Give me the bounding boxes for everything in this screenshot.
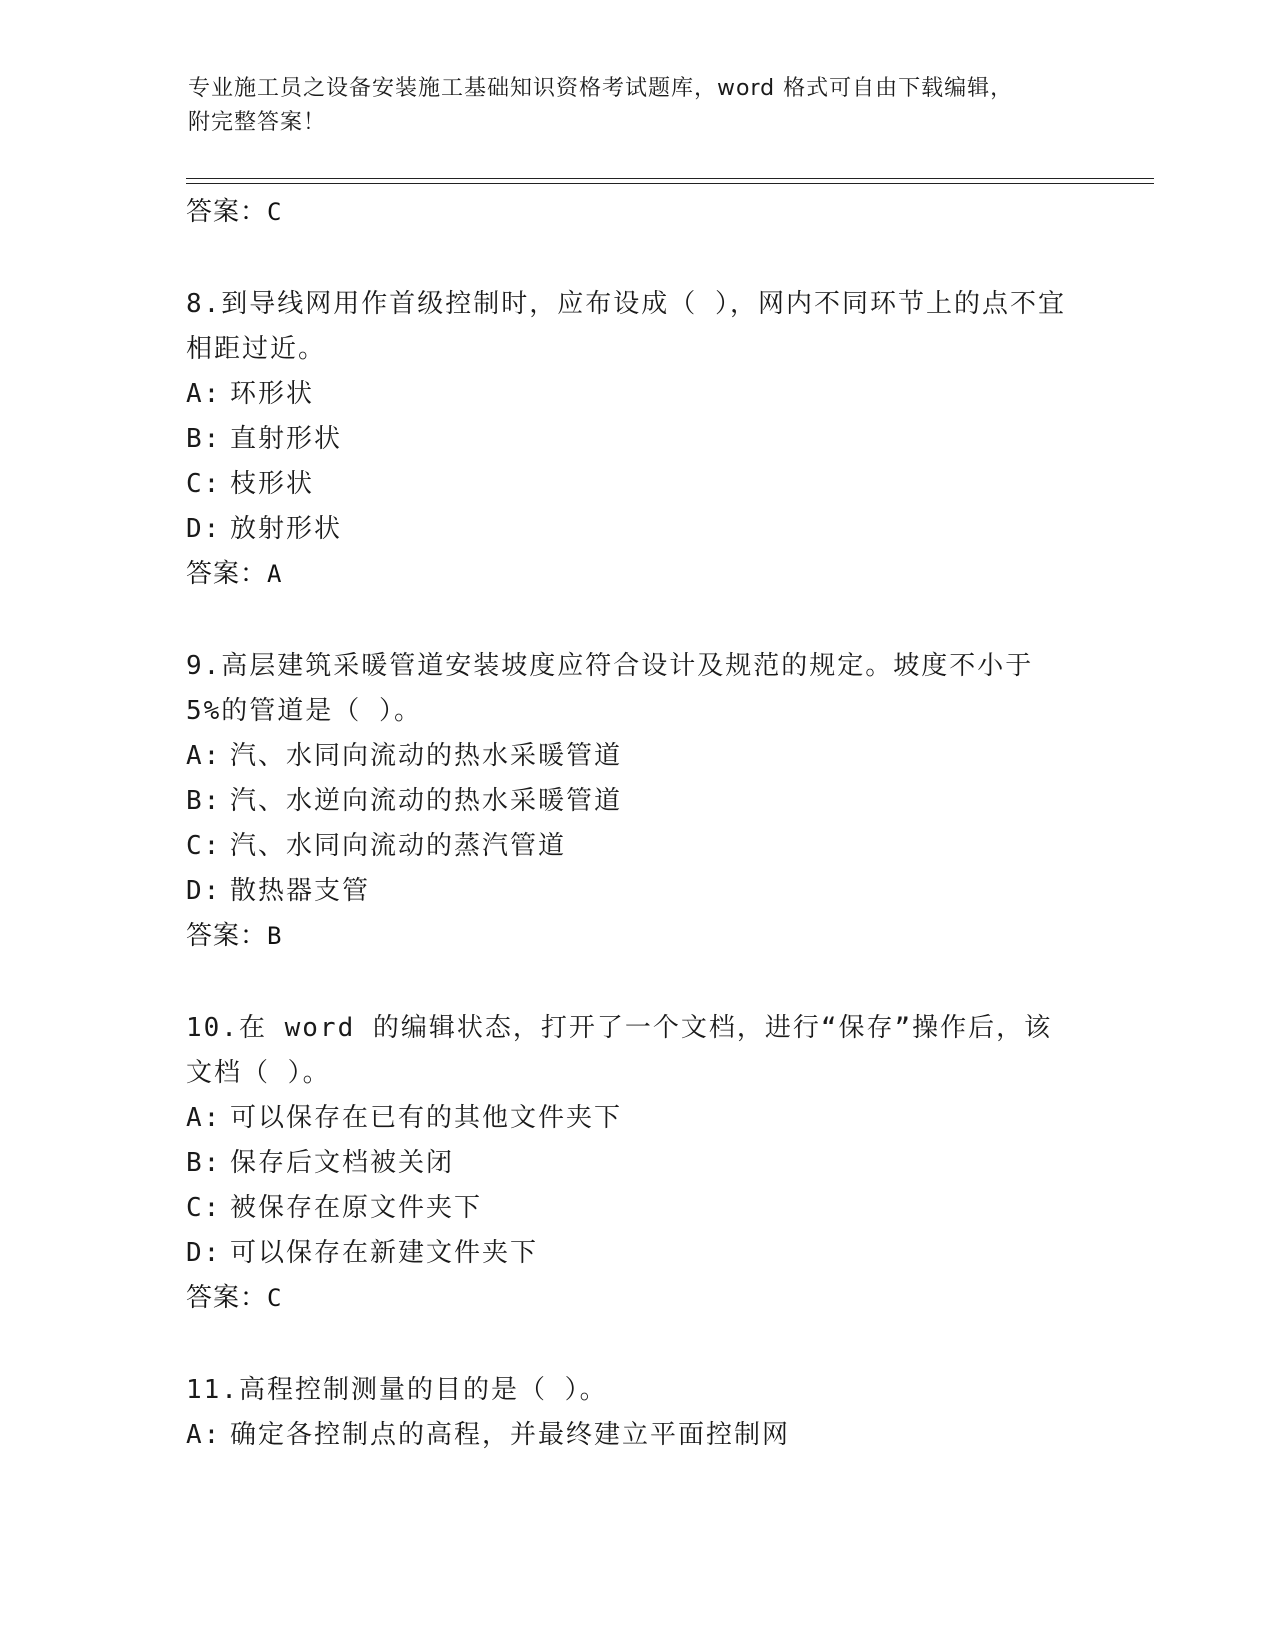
question-text: 11.高程控制测量的目的是（ ）。 <box>186 1375 608 1405</box>
option-text: 直射形状 <box>230 424 343 454</box>
option-key: B: <box>186 1148 222 1178</box>
answer-line <box>186 1276 1086 1320</box>
option-d <box>186 869 1086 914</box>
header-divider-bottom <box>186 183 1154 184</box>
document-header <box>188 72 1088 140</box>
option-a <box>186 1096 1086 1141</box>
option-key: A: <box>186 741 222 771</box>
option-key: D: <box>186 514 222 544</box>
option-a <box>186 372 1086 417</box>
option-key: C: <box>186 831 222 861</box>
option-key: D: <box>186 876 222 906</box>
answer-value: B <box>267 922 283 950</box>
option-key: B: <box>186 786 222 816</box>
option-a <box>186 734 1086 779</box>
option-key: A: <box>186 379 222 409</box>
question-text: 8.到导线网用作首级控制时，应布设成（ ），网内不同环节上的点不宜相距过近。 <box>186 289 1066 364</box>
option-text: 散热器支管 <box>230 876 371 906</box>
answer-value: A <box>267 560 283 588</box>
answer-line <box>186 914 1086 958</box>
answer-line <box>186 190 1086 234</box>
answer-label: 答案： <box>186 1283 268 1313</box>
answer-value: C <box>267 198 283 226</box>
answer-label: 答案： <box>186 197 268 227</box>
option-key: D: <box>186 1238 222 1268</box>
question-block <box>186 1006 1086 1320</box>
question-text: 9.高层建筑采暖管道安装坡度应符合设计及规范的规定。坡度不小于5%的管道是（ ）。 <box>186 651 1034 726</box>
header-line-2: 附完整答案！ <box>188 110 327 135</box>
answer-label: 答案： <box>186 921 268 951</box>
option-text: 汽、水同向流动的热水采暖管道 <box>230 741 623 771</box>
option-text: 可以保存在已有的其他文件夹下 <box>230 1103 623 1133</box>
question-block <box>186 644 1086 958</box>
option-key: C: <box>186 1193 222 1223</box>
question-text: 10.在 word 的编辑状态，打开了一个文档，进行“保存”操作后，该文档（ ）。 <box>186 1013 1053 1088</box>
option-text: 汽、水逆向流动的热水采暖管道 <box>230 786 623 816</box>
option-key: B: <box>186 424 222 454</box>
option-text: 放射形状 <box>230 514 343 544</box>
answer-value: C <box>267 1284 283 1312</box>
option-text: 可以保存在新建文件夹下 <box>230 1238 539 1268</box>
option-b <box>186 779 1086 824</box>
option-text: 被保存在原文件夹下 <box>230 1193 483 1223</box>
option-c <box>186 1186 1086 1231</box>
option-d <box>186 1231 1086 1276</box>
question-block <box>186 1368 1086 1458</box>
option-c <box>186 462 1086 507</box>
question-list <box>186 190 1086 1458</box>
option-text: 保存后文档被关闭 <box>230 1148 455 1178</box>
option-key: A: <box>186 1103 222 1133</box>
option-text: 汽、水同向流动的蒸汽管道 <box>230 831 567 861</box>
header-line-1: 专业施工员之设备安装施工基础知识资格考试题库，word 格式可自由下载编辑， <box>188 76 1014 101</box>
option-d <box>186 507 1086 552</box>
option-key: A: <box>186 1420 222 1450</box>
header-divider-top <box>186 178 1154 179</box>
option-b <box>186 1141 1086 1186</box>
answer-label: 答案： <box>186 559 268 589</box>
option-b <box>186 417 1086 462</box>
option-text: 确定各控制点的高程，并最终建立平面控制网 <box>230 1420 791 1450</box>
option-key: C: <box>186 469 222 499</box>
option-text: 枝形状 <box>230 469 315 499</box>
option-text: 环形状 <box>230 379 315 409</box>
option-a <box>186 1413 1086 1458</box>
question-block <box>186 282 1086 596</box>
option-c <box>186 824 1086 869</box>
answer-line <box>186 552 1086 596</box>
